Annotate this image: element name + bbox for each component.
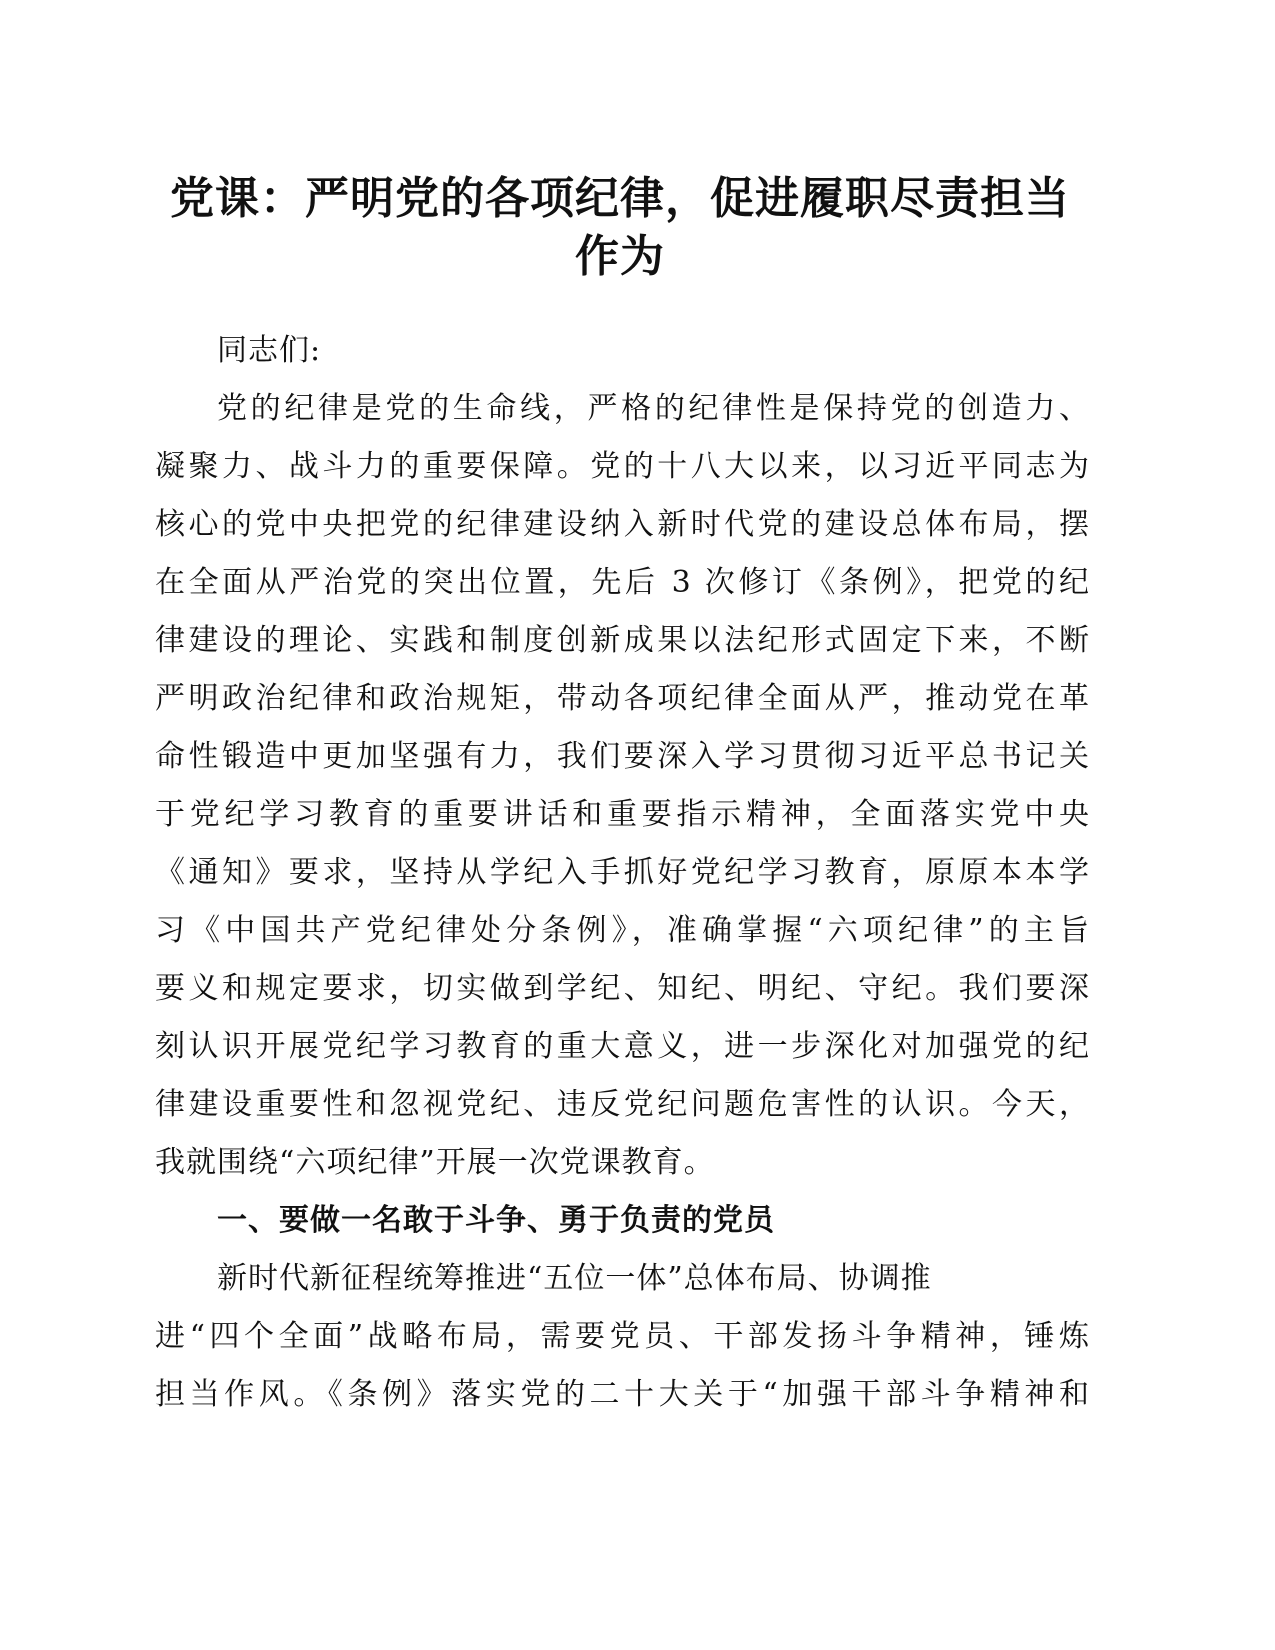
paragraph-line: 于党纪学习教育的重要讲话和重要指示精神，全面落实党中央 xyxy=(155,797,1090,832)
paragraph-line: 凝聚力、战斗力的重要保障。党的十八大以来，以习近平同志为 xyxy=(155,449,1090,484)
title-line: 党课：严明党的各项纪律，促进履职尽责担当 xyxy=(170,173,1070,224)
paragraph-line: 新时代新征程统筹推进“五位一体”总体布局、协调推 xyxy=(217,1261,932,1296)
paragraph-line: 进“四个全面”战略布局，需要党员、干部发扬斗争精神，锤炼 xyxy=(155,1319,1090,1354)
paragraph-line: 律建设的理论、实践和制度创新成果以法纪形式固定下来，不断 xyxy=(155,623,1090,658)
paragraph-line: 在全面从严治党的突出位置，先后 3 次修订《条例》，把党的纪 xyxy=(155,565,1090,600)
paragraph-line: 担当作风。《条例》落实党的二十大关于“加强干部斗争精神和 xyxy=(155,1377,1090,1412)
title-line: 作为 xyxy=(575,231,665,282)
paragraph-line: 命性锻造中更加坚强有力，我们要深入学习贯彻习近平总书记关 xyxy=(155,739,1090,774)
paragraph-line: 我就围绕“六项纪律”开展一次党课教育。 xyxy=(155,1145,715,1180)
paragraph-line: 《通知》要求，坚持从学纪入手抓好党纪学习教育，原原本本学 xyxy=(155,855,1090,890)
salutation: 同志们: xyxy=(217,333,322,368)
paragraph-line: 刻认识开展党纪学习教育的重大意义，进一步深化对加强党的纪 xyxy=(155,1029,1090,1064)
document-body xyxy=(155,322,1090,1424)
paragraph-line: 党的纪律是党的生命线，严格的纪律性是保持党的创造力、 xyxy=(217,391,1090,426)
paragraph-line: 习《中国共产党纪律处分条例》，准确掌握“六项纪律”的主旨 xyxy=(155,913,1090,948)
paragraph-line: 律建设重要性和忽视党纪、违反党纪问题危害性的认识。今天， xyxy=(155,1087,1090,1122)
paragraph-line: 核心的党中央把党的纪律建设纳入新时代党的建设总体布局，摆 xyxy=(155,507,1090,542)
paragraph-line: 严明政治纪律和政治规矩，带动各项纪律全面从严，推动党在革 xyxy=(155,681,1090,716)
paragraph-line: 要义和规定要求，切实做到学纪、知纪、明纪、守纪。我们要深 xyxy=(155,971,1090,1006)
paragraph-1 xyxy=(155,380,1090,1192)
section-heading: 一、要做一名敢于斗争、勇于负责的党员 xyxy=(217,1203,775,1238)
paragraph-2 xyxy=(155,1250,1090,1424)
document-title xyxy=(150,170,1090,286)
